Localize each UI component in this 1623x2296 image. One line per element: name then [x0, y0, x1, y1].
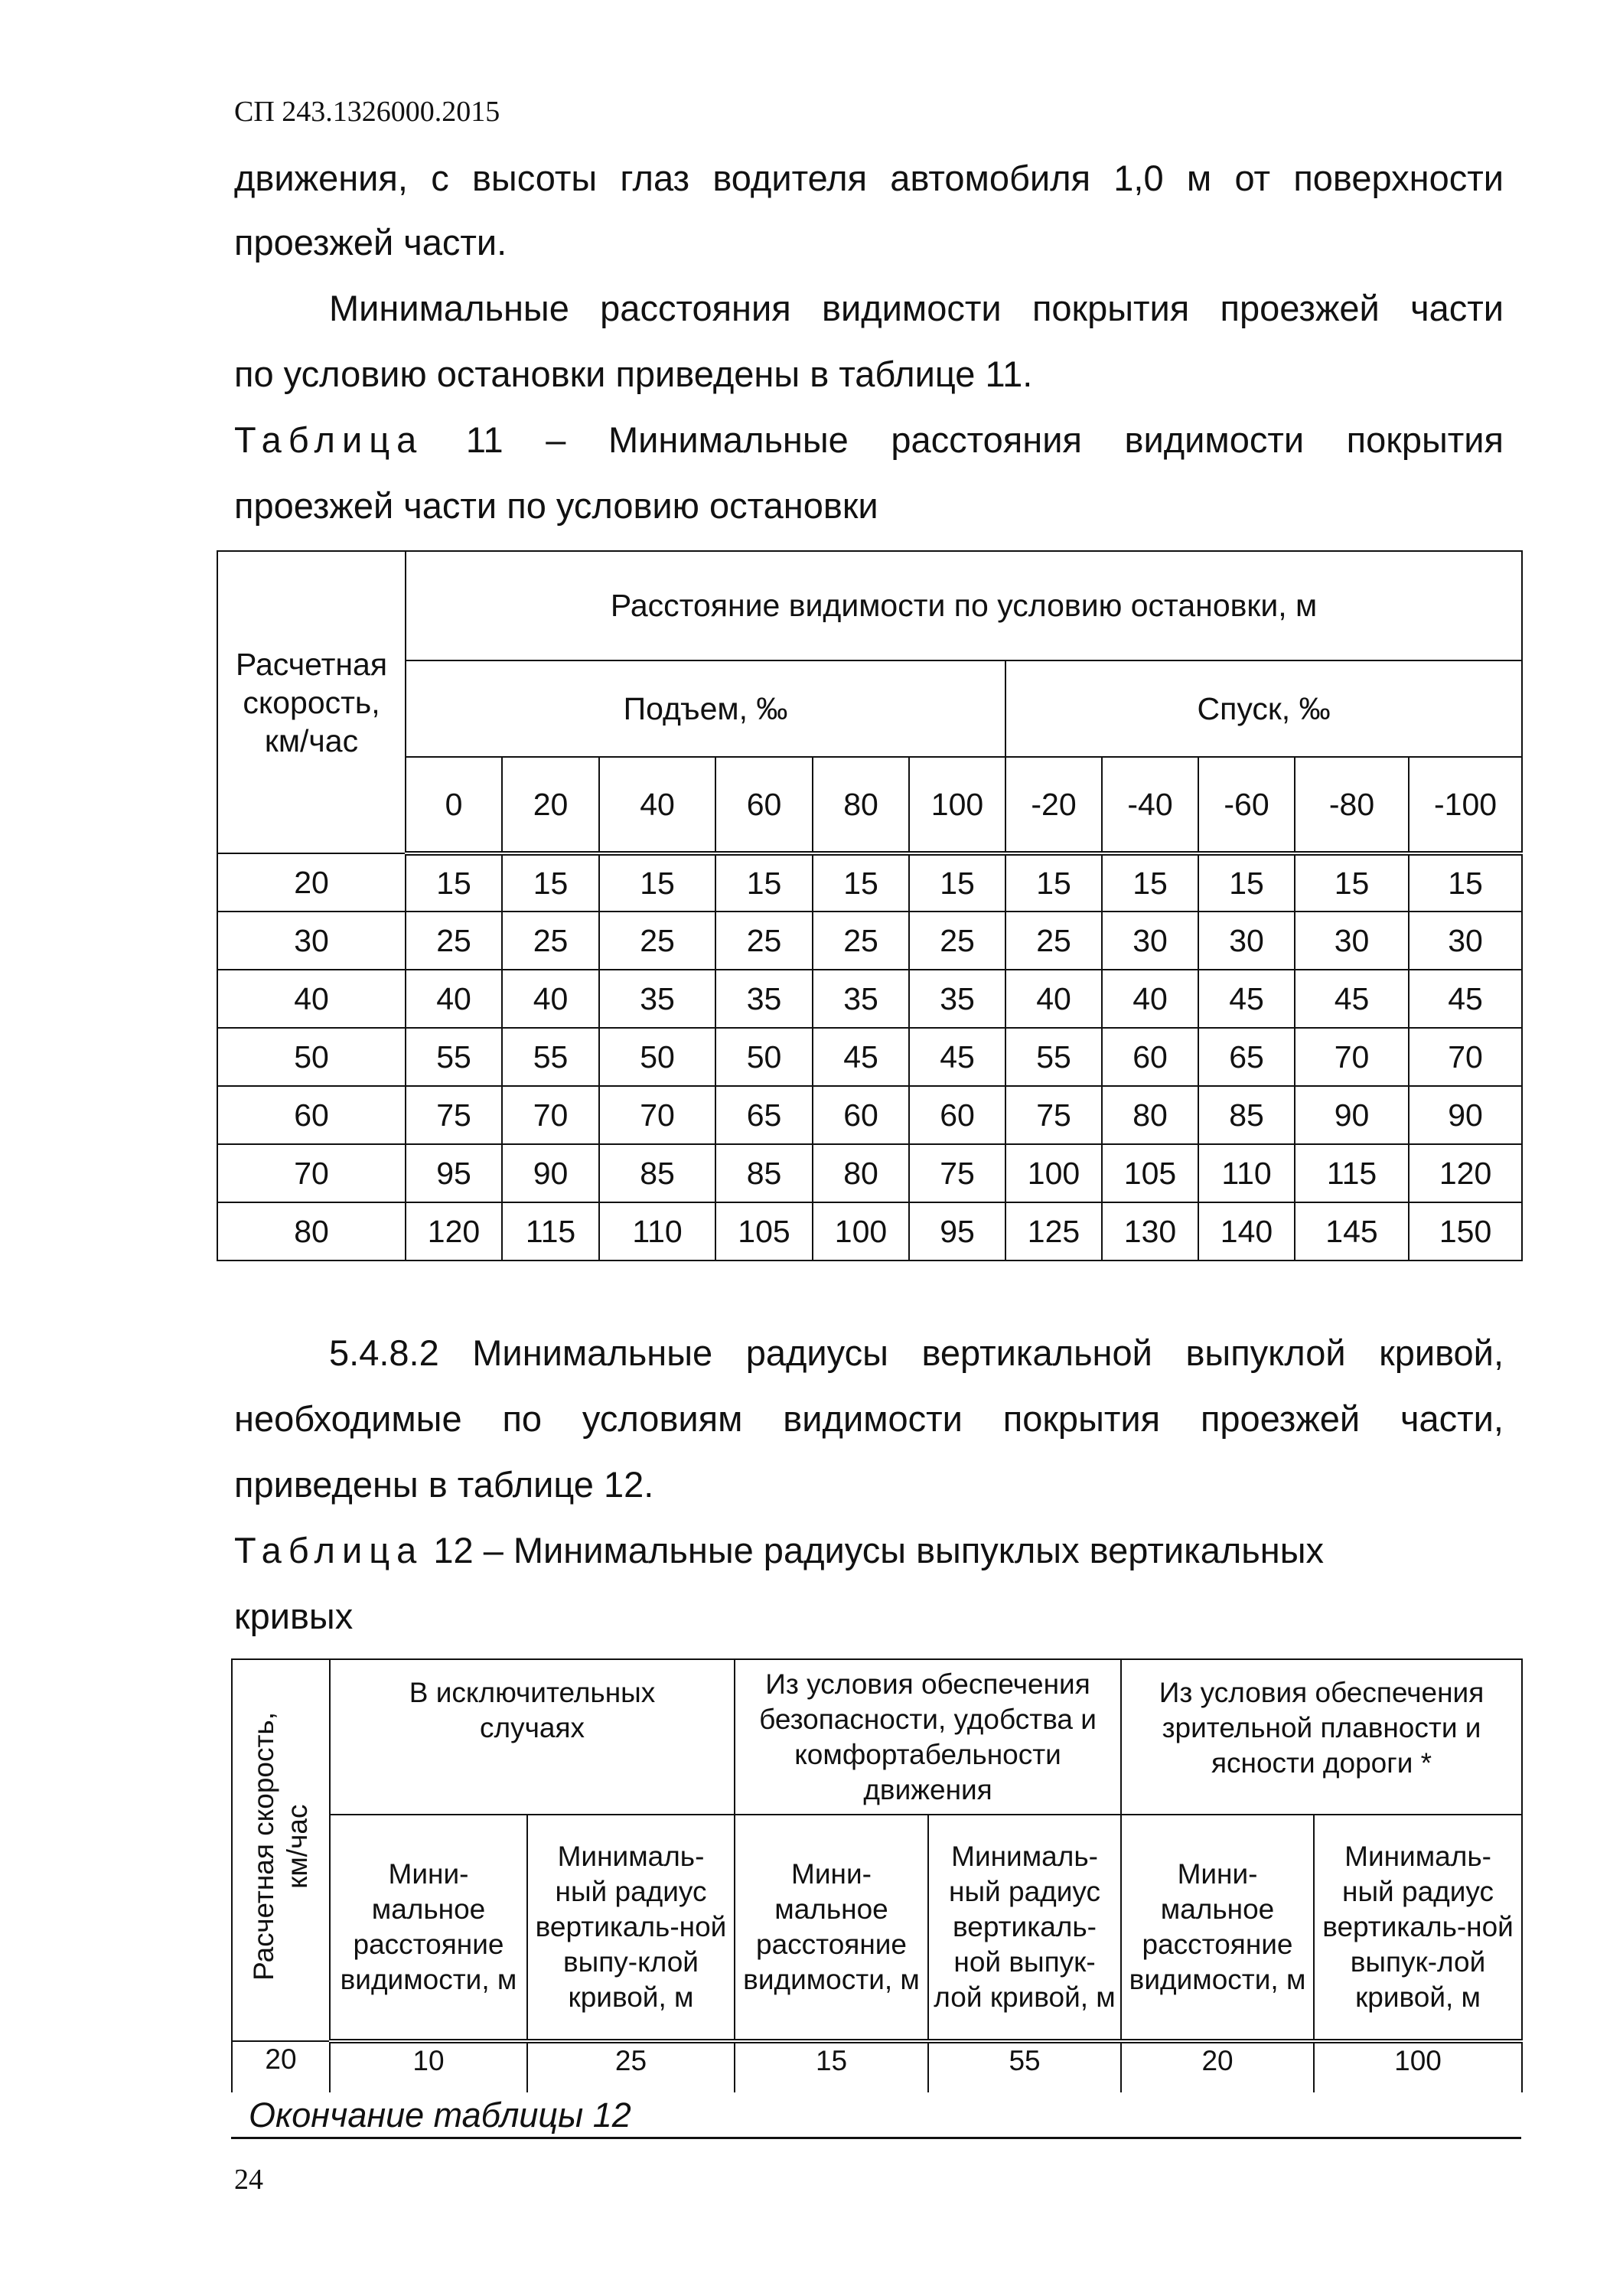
grade-header: 80	[813, 757, 909, 853]
distance-cell: 85	[715, 1144, 813, 1202]
descent-header: Спуск, ‰	[1005, 660, 1522, 757]
distance-cell: 50	[715, 1028, 813, 1086]
distance-cell: 35	[909, 970, 1005, 1028]
distance-cell: 95	[406, 1144, 502, 1202]
distance-cell: 115	[502, 1202, 599, 1261]
table-12	[231, 1658, 1523, 2092]
distance-cell: 15	[1102, 853, 1198, 912]
distance-cell: 105	[715, 1202, 813, 1261]
distance-cell: 15	[1005, 853, 1102, 912]
distance-cell: 110	[1198, 1144, 1295, 1202]
table-row	[217, 912, 1522, 970]
group-header-exceptional: В исключительных случаях	[330, 1659, 735, 1815]
distance-cell: 80	[1102, 1086, 1198, 1144]
distance-cell: 50	[599, 1028, 715, 1086]
speed-cell: 60	[217, 1086, 406, 1144]
distance-cell: 15	[1409, 853, 1522, 912]
value-cell: 100	[1314, 2041, 1522, 2092]
distance-cell: 130	[1102, 1202, 1198, 1261]
table-row	[217, 1086, 1522, 1144]
distance-cell: 40	[502, 970, 599, 1028]
subheader-min-distance: Мини-мальное расстояние видимости, м	[330, 1815, 527, 2041]
distance-cell: 140	[1198, 1202, 1295, 1261]
distance-cell: 40	[1102, 970, 1198, 1028]
distance-cell: 25	[1005, 912, 1102, 970]
grade-header: -40	[1102, 757, 1198, 853]
table11-caption-text: 11 – Минимальные расстояния видимости покрытия	[465, 419, 1504, 460]
distance-cell: 90	[1295, 1086, 1409, 1144]
distance-cell: 80	[813, 1144, 909, 1202]
table11-caption-line2: проезжей части по условию остановки	[234, 485, 878, 526]
body-text-line: по условию остановки приведены в таблице 11.	[234, 354, 1033, 394]
speed-cell: 80	[217, 1202, 406, 1261]
distance-cell: 15	[502, 853, 599, 912]
grade-header: 60	[715, 757, 813, 853]
speed-cell: 70	[217, 1144, 406, 1202]
distance-cell: 95	[909, 1202, 1005, 1261]
grade-header: -20	[1005, 757, 1102, 853]
value-cell: 15	[735, 2041, 928, 2092]
distance-cell: 125	[1005, 1202, 1102, 1261]
table-row	[217, 1028, 1522, 1086]
distance-cell: 145	[1295, 1202, 1409, 1261]
subheader-min-radius: Минималь-ный радиус вертикаль-ной выпук-лой кривой, м	[1314, 1815, 1522, 2041]
distance-cell: 75	[1005, 1086, 1102, 1144]
speed-header-line: Расчетная скорость,	[248, 1711, 279, 1981]
distance-cell: 60	[1102, 1028, 1198, 1086]
distance-cell: 45	[909, 1028, 1005, 1086]
grade-header: -60	[1198, 757, 1295, 853]
distance-cell: 15	[715, 853, 813, 912]
distance-cell: 45	[1198, 970, 1295, 1028]
speed-cell: 20	[217, 853, 406, 912]
distance-cell: 70	[1409, 1028, 1522, 1086]
speed-header-unit: км/час	[282, 1803, 313, 1889]
speed-cell: 30	[217, 912, 406, 970]
distance-cell: 110	[599, 1202, 715, 1261]
distance-cell: 30	[1198, 912, 1295, 970]
distance-cell: 90	[1409, 1086, 1522, 1144]
distance-cell: 15	[1198, 853, 1295, 912]
distance-cell: 40	[406, 970, 502, 1028]
footer-divider	[231, 2137, 1521, 2139]
distance-cell: 120	[1409, 1144, 1522, 1202]
distance-cell: 25	[813, 912, 909, 970]
distance-cell: 30	[1295, 912, 1409, 970]
distance-cell: 115	[1295, 1144, 1409, 1202]
grade-header: -80	[1295, 757, 1409, 853]
document-code-header: СП 243.1326000.2015	[234, 96, 500, 128]
group-header-visual: Из условия обеспечения зрительной плавности и ясности дороги *	[1121, 1659, 1522, 1815]
distance-cell: 90	[502, 1144, 599, 1202]
distance-cell: 100	[1005, 1144, 1102, 1202]
speed-header	[232, 1659, 330, 2041]
distance-cell: 15	[1295, 853, 1409, 912]
distance-cell: 120	[406, 1202, 502, 1261]
distance-cell: 85	[599, 1144, 715, 1202]
grade-header: -100	[1409, 757, 1522, 853]
body-text-line: Минимальные расстояния видимости покрытия проезжей части	[329, 288, 1504, 328]
table-row	[217, 1202, 1522, 1261]
subheader-min-distance: Мини-мальное расстояние видимости, м	[1121, 1815, 1314, 2041]
table-row	[217, 853, 1522, 912]
distance-cell: 45	[1409, 970, 1522, 1028]
speed-cell: 20	[232, 2041, 330, 2092]
table-11	[217, 550, 1523, 1261]
group-header-safety: Из условия обеспечения безопасности, удобства и комфортабельности движения	[735, 1659, 1121, 1815]
distance-cell: 70	[1295, 1028, 1409, 1086]
table-continuation-label: Окончание таблицы 12	[249, 2095, 631, 2135]
speed-header: Расчетная скорость, км/час	[217, 551, 406, 853]
distance-cell: 25	[715, 912, 813, 970]
page-number: 24	[234, 2164, 263, 2196]
distance-cell: 70	[599, 1086, 715, 1144]
ascent-header: Подъем, ‰	[406, 660, 1005, 757]
grade-header: 0	[406, 757, 502, 853]
distance-cell: 15	[909, 853, 1005, 912]
speed-cell: 50	[217, 1028, 406, 1086]
distance-cell: 60	[813, 1086, 909, 1144]
distance-cell: 100	[813, 1202, 909, 1261]
distance-cell: 30	[1102, 912, 1198, 970]
body-text-line: приведены в таблице 12.	[234, 1464, 654, 1505]
value-cell: 20	[1121, 2041, 1314, 2092]
table-row	[217, 970, 1522, 1028]
distance-cell: 35	[813, 970, 909, 1028]
distance-cell: 30	[1409, 912, 1522, 970]
distance-cell: 15	[599, 853, 715, 912]
distance-cell: 60	[909, 1086, 1005, 1144]
grade-header: 20	[502, 757, 599, 853]
distance-cell: 55	[406, 1028, 502, 1086]
distance-cell: 70	[502, 1086, 599, 1144]
distance-cell: 105	[1102, 1144, 1198, 1202]
table11-caption-line	[234, 417, 1504, 463]
table12-caption-line2: кривых	[234, 1596, 354, 1636]
distance-cell: 75	[406, 1086, 502, 1144]
table-row	[232, 2041, 1522, 2092]
subheader-min-radius: Минималь-ный радиус вертикаль-ной выпу-клой кривой, м	[527, 1815, 735, 2041]
distance-cell: 55	[502, 1028, 599, 1086]
subheader-min-distance: Мини-мальное расстояние видимости, м	[735, 1815, 928, 2041]
distance-cell: 85	[1198, 1086, 1295, 1144]
distance-cell: 45	[813, 1028, 909, 1086]
value-cell: 25	[527, 2041, 735, 2092]
body-text-line: необходимые по условиям видимости покрытия проезжей части,	[234, 1398, 1504, 1439]
distance-cell: 150	[1409, 1202, 1522, 1261]
body-text-line: движения, с высоты глаз водителя автомобиля 1,0 м от поверхности	[234, 158, 1504, 198]
table-row	[217, 1144, 1522, 1202]
distance-cell: 65	[1198, 1028, 1295, 1086]
table-label: Таблица	[234, 1530, 424, 1570]
body-text-line: 5.4.8.2 Минимальные радиусы вертикальной выпуклой кривой,	[329, 1332, 1504, 1373]
body-text-line: проезжей части.	[234, 222, 507, 263]
grade-header: 40	[599, 757, 715, 853]
distance-cell: 25	[599, 912, 715, 970]
distance-cell: 65	[715, 1086, 813, 1144]
grade-header: 100	[909, 757, 1005, 853]
distance-cell: 45	[1295, 970, 1409, 1028]
table12-caption-text: 12 – Минимальные радиусы выпуклых вертикальных	[433, 1530, 1324, 1570]
table12-caption-line	[234, 1528, 1504, 1574]
distance-cell: 40	[1005, 970, 1102, 1028]
speed-cell: 40	[217, 970, 406, 1028]
distance-cell: 15	[813, 853, 909, 912]
distance-cell: 55	[1005, 1028, 1102, 1086]
distance-cell: 25	[406, 912, 502, 970]
distance-cell: 25	[909, 912, 1005, 970]
distance-header: Расстояние видимости по условию остановки, м	[406, 551, 1522, 660]
distance-cell: 35	[599, 970, 715, 1028]
distance-cell: 15	[406, 853, 502, 912]
distance-cell: 75	[909, 1144, 1005, 1202]
subheader-min-radius: Минималь-ный радиус вертикаль-ной выпук-лой кривой, м	[928, 1815, 1121, 2041]
distance-cell: 35	[715, 970, 813, 1028]
value-cell: 10	[330, 2041, 527, 2092]
distance-cell: 25	[502, 912, 599, 970]
value-cell: 55	[928, 2041, 1121, 2092]
table-label: Таблица	[234, 419, 424, 460]
